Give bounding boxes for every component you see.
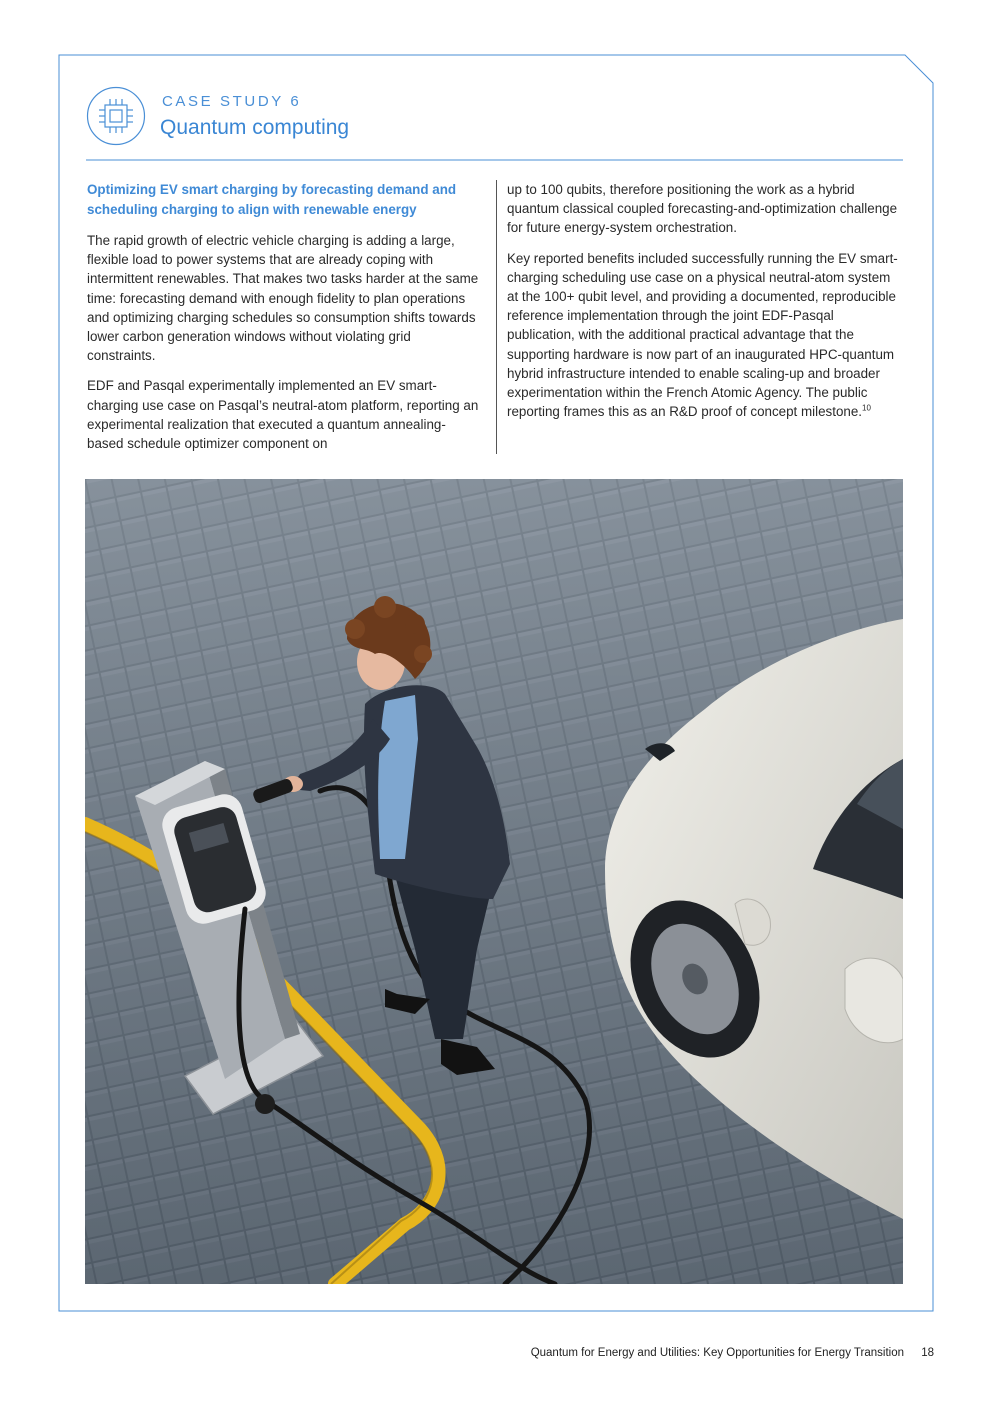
report-title: Quantum for Energy and Utilities: <box>530 1347 701 1359</box>
case-study-header <box>86 86 906 162</box>
column-divider <box>496 180 497 454</box>
page-number: 18 <box>921 1347 934 1359</box>
footnote-reference: 10 <box>862 403 871 413</box>
right-column <box>507 180 899 432</box>
report-subtitle: Key Opportunities for Energy Transition <box>703 1347 904 1359</box>
left-column <box>87 180 479 464</box>
paragraph: The rapid growth of electric vehicle charging is adding a large, flexible load to power systems that are already coping with intermittent renewables. That makes two tasks harder at the same time: forecasting demand with enough fidelity to plan operations and optimizing charging schedules so consumption shifts towards lower carbon generation windows without violating grid constraints. <box>87 233 479 364</box>
paragraph <box>507 249 899 422</box>
chip-icon <box>86 86 146 146</box>
paragraph: up to 100 qubits, therefore positioning the work as a hybrid quantum classical coupled forecasting-and-optimization challenge for future energy-system orchestration. <box>507 182 898 236</box>
page-footer <box>531 1347 934 1359</box>
ev-charging-photo <box>85 479 903 1284</box>
paragraph: EDF and Pasqal experimentally implemented an EV smart-charging use case on Pasqal’s neutral-atom platform, reporting an experimental realization that executed a quantum annealing-based schedule optimizer component on <box>87 378 479 452</box>
case-study-title: Quantum computing <box>160 116 350 139</box>
paragraph-text: Key reported benefits included successfully running the EV smart-charging scheduling use case on a physical neutral-atom system at the 100+ qubit level, and providing a documented, reproducible reference implementation through the joint EDF-Pasqal publication, with the additional practical advantage that the supporting hardware is now part of an inaugurated HPC-quantum hybrid infrastructure intended to enable scaling-up and broader experimentation within the French Atomic Agency. The public reporting frames this as an R&D proof of concept milestone. <box>507 250 898 420</box>
case-study-label: CASE STUDY 6 <box>162 93 302 110</box>
section-subhead: Optimizing EV smart charging by forecasting demand and scheduling charging to align with renewable energy <box>87 182 457 217</box>
